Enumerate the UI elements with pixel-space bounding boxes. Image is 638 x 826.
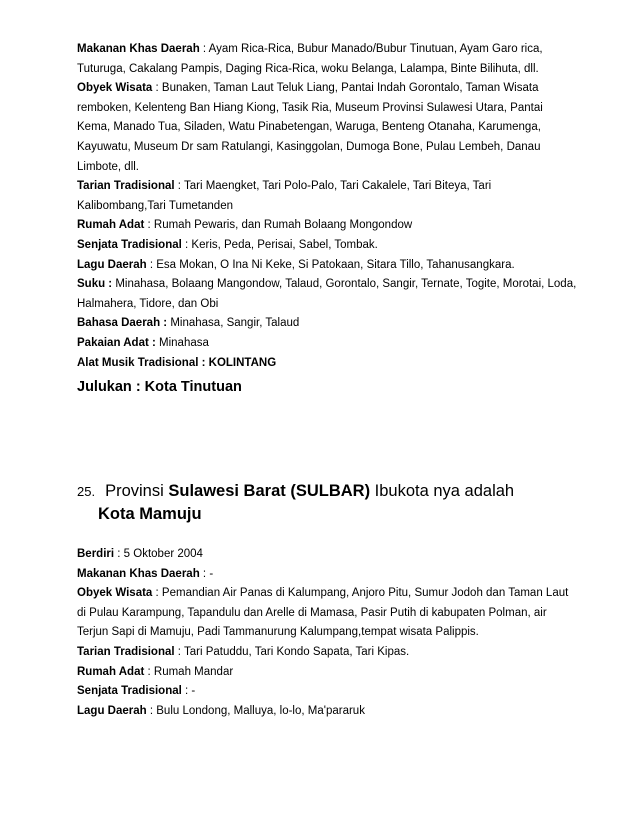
heading-suffix: Ibukota nya adalah <box>370 482 515 500</box>
paragraph-rumah-adat: Rumah Adat : Rumah Pewaris, dan Rumah Bolaang Mongondow <box>77 219 413 232</box>
field-value: Minahasa, Bolaang Mangondow, Talaud, Gorontalo, Sangir, Ternate, Togite, Morotai, Loda, Halmahera, Tidore, dan Obi <box>77 278 577 310</box>
field-value: Minahasa, Sangir, Talaud <box>170 317 300 330</box>
julukan-line: Julukan : Kota Tinutuan <box>77 379 242 396</box>
field-label: Berdiri <box>77 548 115 560</box>
field-label: Makanan Khas Daerah <box>77 43 200 55</box>
section-sulawesi-utara <box>77 40 577 397</box>
paragraph-lagu: Lagu Daerah : Esa Mokan, O Ina Ni Keke, Si Patokaan, Sitara Tillo, Tahanusangkara. <box>77 258 515 271</box>
field-value: Rumah Mandar <box>153 665 234 678</box>
field-label: Rumah Adat <box>77 665 145 678</box>
paragraph-tarian: Tarian Tradisional : Tari Maengket, Tari Polo-Palo, Tari Cakalele, Tari Biteya, Tari Kalibombang,Tari Tumetanden <box>77 180 492 212</box>
paragraph-obyek-wisata: Obyek Wisata : Pemandian Air Panas di Kalumpang, Anjoro Pitu, Sumur Jodoh dan Taman Laut di Pulau Karampung, Tapandulu dan Arelle di Mamasa, Pasir Putih di kabupaten Polman, air Terjun Sapi di Mamuju, Padi Tammanurung Kalumpang,tempat wisata Palippis. <box>77 587 569 639</box>
field-label: Obyek Wisata <box>77 82 153 95</box>
section-sulawesi-barat <box>77 545 577 721</box>
field-label: Alat Musik Tradisional : KOLINTANG <box>77 356 277 369</box>
capital-name: Kota Mamuju <box>98 505 202 523</box>
field-label: Tarian Tradisional <box>77 180 175 193</box>
paragraph-obyek-wisata: Obyek Wisata : Bunaken, Taman Laut Teluk Liang, Pantai Indah Gorontalo, Taman Wisata remboken, Kelenteng Ban Hiang Kiong, Tasik Ria, Museum Provinsi Sulawesi Utara, Pantai Kema, Manado Tua, Siladen, Watu Pinabetengan, Waruga, Benteng Otanaha, Karumenga, Kayuwatu, Museum Dr sam Ratulangi, Kasinggolan, Dumoga Bone, Pulau Lembeh, Danau Limbote, dll. <box>77 82 543 173</box>
paragraph-pakaian <box>77 334 577 354</box>
paragraph-suku <box>77 275 577 314</box>
field-value: - <box>191 685 196 698</box>
paragraph-rumah-adat: Rumah Adat : Rumah Mandar <box>77 665 234 678</box>
field-label: Suku : <box>77 278 113 291</box>
province-name: Sulawesi Barat (SULBAR) <box>168 482 371 500</box>
field-value: Keris, Peda, Perisai, Sabel, Tombak. <box>191 238 378 251</box>
field-label: Makanan Khas Daerah <box>77 567 200 580</box>
field-value: Minahasa <box>159 336 209 349</box>
field-value: Tari Maengket, Tari Polo-Palo, Tari Cakalele, Tari Biteya, Tari Kalibombang,Tari Tumetanden <box>77 180 492 212</box>
field-label: Bahasa Daerah : <box>77 317 168 330</box>
field-label: Pakaian Adat : <box>77 336 156 349</box>
paragraph-senjata: Senjata Tradisional : Keris, Peda, Perisai, Sabel, Tombak. <box>77 238 378 251</box>
paragraph-bahasa <box>77 314 577 334</box>
paragraph-tarian: Tarian Tradisional : Tari Patuddu, Tari Kondo Sapata, Tari Kipas. <box>77 645 410 658</box>
field-value: Esa Mokan, O Ina Ni Keke, Si Patokaan, Sitara Tillo, Tahanusangkara. <box>156 258 515 271</box>
field-value: - <box>209 567 214 580</box>
paragraph-senjata: Senjata Tradisional : - <box>77 685 196 698</box>
paragraph-makanan-khas: Makanan Khas Daerah : Ayam Rica-Rica, Bubur Manado/Bubur Tinutuan, Ayam Garo rica, Tuturuga, Cakalang Pampis, Daging Rica-Rica, woku Belanga, Lalampa, Binte Bilihuta, dll. <box>77 43 543 75</box>
field-value: Ayam Rica-Rica, Bubur Manado/Bubur Tinutuan, Ayam Garo rica, Tuturuga, Cakalang Pampis, Daging Rica-Rica, woku Belanga, Lalampa, Binte Bilihuta, dll. <box>77 43 543 75</box>
field-value: Pemandian Air Panas di Kalumpang, Anjoro Pitu, Sumur Jodoh dan Taman Laut di Pulau Karampung, Tapandulu dan Arelle di Mamasa, Pasir Putih di kabupaten Polman, air Terjun Sapi di Mamuju, Padi Tammanurung Kalumpang,tempat wisata Palippis. <box>77 587 569 639</box>
field-label: Tarian Tradisional <box>77 645 175 658</box>
field-label: Rumah Adat <box>77 219 145 232</box>
field-value: Bunaken, Taman Laut Teluk Liang, Pantai Indah Gorontalo, Taman Wisata remboken, Kelenteng Ban Hiang Kiong, Tasik Ria, Museum Provinsi Sulawesi Utara, Pantai Kema, Manado Tua, Siladen, Watu Pinabetengan, Waruga, Benteng Otanaha, Karumenga, Kayuwatu, Museum Dr sam Ratulangi, Kasinggolan, Dumoga Bone, Pulau Lembeh, Danau Limbote, dll. <box>77 82 543 173</box>
province-heading <box>77 480 597 525</box>
paragraph-makanan-khas: Makanan Khas Daerah : - <box>77 567 214 580</box>
field-label: Senjata Tradisional <box>77 238 182 251</box>
paragraph-lagu: Lagu Daerah : Bulu Londong, Malluya, lo-lo, Ma'pararuk <box>77 704 365 717</box>
field-label: Senjata Tradisional <box>77 685 182 698</box>
heading-prefix: Provinsi <box>105 482 169 500</box>
paragraph-berdiri: Berdiri : 5 Oktober 2004 <box>77 548 203 560</box>
field-value: Tari Patuddu, Tari Kondo Sapata, Tari Kipas. <box>183 645 410 658</box>
field-value: 5 Oktober 2004 <box>123 548 203 560</box>
field-label: Obyek Wisata <box>77 587 153 600</box>
field-value: Bulu Londong, Malluya, lo-lo, Ma'pararuk <box>156 704 365 717</box>
paragraph-alat-musik <box>77 354 577 374</box>
field-value: Rumah Pewaris, dan Rumah Bolaang Mongondow <box>153 219 413 232</box>
field-label: Lagu Daerah <box>77 258 147 271</box>
field-label: Lagu Daerah <box>77 704 147 717</box>
list-number: 25. <box>77 484 96 499</box>
